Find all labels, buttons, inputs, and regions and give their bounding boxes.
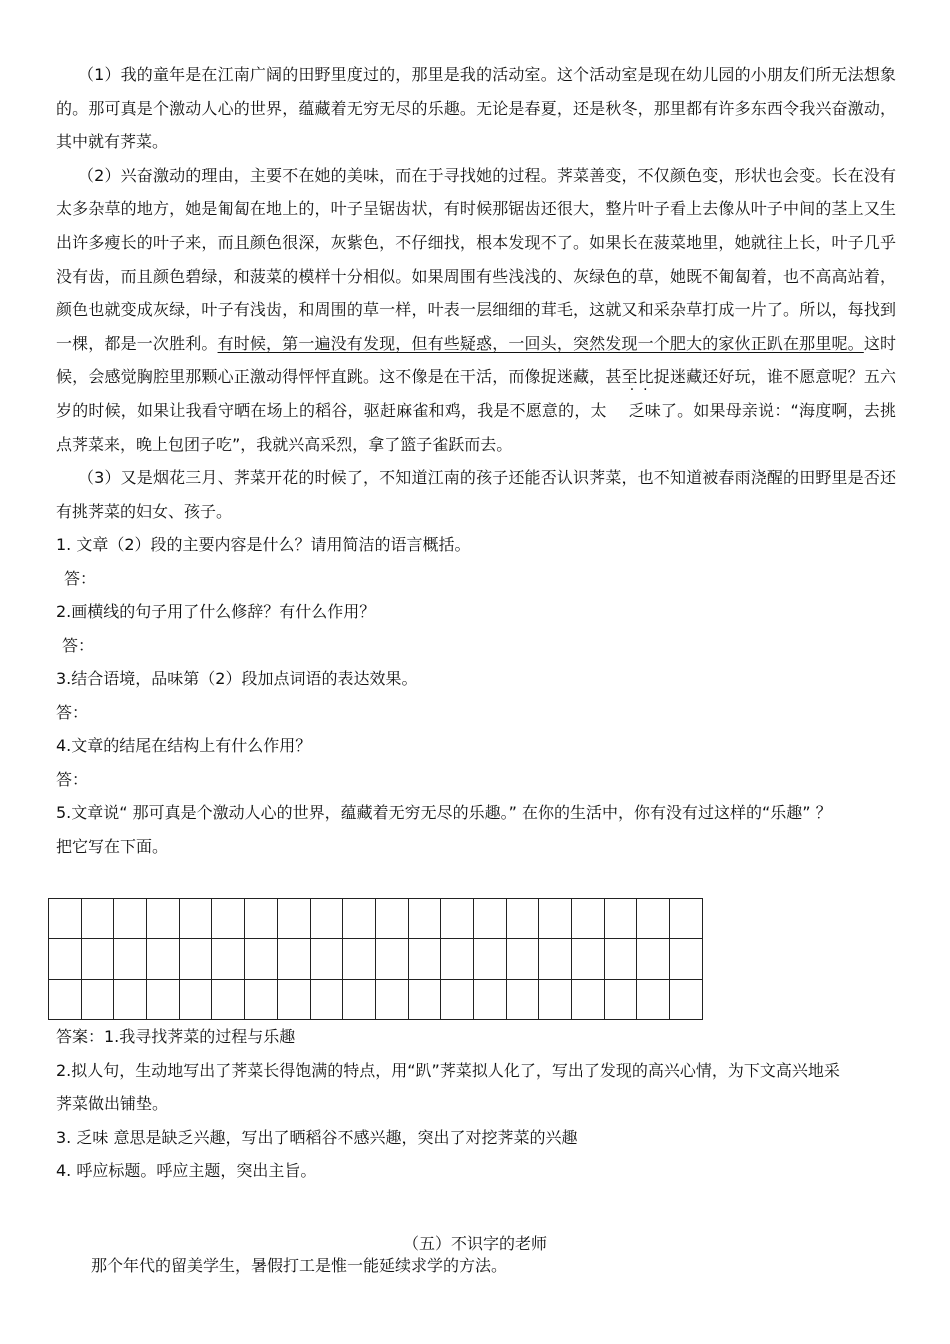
underlined-sentence: 有时候，第一遍没有发现，但有些疑惑，一回头，突然发现一个肥大的家伙正趴在那里呢。 [217,333,864,353]
passage [56,58,896,863]
grid-cell[interactable] [473,939,506,979]
grid-cell[interactable] [277,899,310,939]
paragraph-1: （1）我的童年是在江南广阔的田野里度过的，那里是我的活动室。这个活动室是现在幼儿园的小朋友们所无法想象的。那可真是个激动人心的世界，蕴藏着无穷无尽的乐趣。无论是春夏，还是秋冬，那里都有许多东西令我兴奋激动，其中就有荠菜。 [56,65,896,152]
grid-cell[interactable] [310,979,343,1019]
grid-cell[interactable] [375,939,408,979]
grid-cell[interactable] [539,979,572,1019]
grid-cell[interactable] [114,899,147,939]
grid-cell[interactable] [114,979,147,1019]
paragraph-2 [56,159,896,461]
grid-cell[interactable] [343,939,376,979]
writing-grid[interactable] [48,898,703,1020]
grid-cell[interactable] [212,939,245,979]
grid-cell[interactable] [49,979,82,1019]
paragraph-3: （3）又是烟花三月、荠菜开花的时候了，不知道江南的孩子还能否认识荠菜，也不知道被春雨浇醒的田野里是否还有挑荠菜的妇女、孩子。 [56,468,896,521]
grid-cell[interactable] [408,899,441,939]
paragraph-2-text-b: 这时候，会感觉胸腔里那颗心正激动得怦怦直跳。这不像是在干活，而像捉迷藏，甚至比捉迷藏还好玩，谁不愿意呢？五六岁的时候，如果让我看守晒在场上的稻谷，驱赶麻雀和鸡，我是不愿意的，太 [56,333,896,420]
grid-cell[interactable] [637,899,670,939]
grid-cell[interactable] [147,899,180,939]
grid-cell[interactable] [441,939,474,979]
grid-cell[interactable] [245,939,278,979]
grid-cell[interactable] [81,899,114,939]
grid-cell[interactable] [114,939,147,979]
grid-cell[interactable] [408,939,441,979]
grid-cell[interactable] [604,899,637,939]
grid-cell[interactable] [572,979,605,1019]
grid-cell[interactable] [473,979,506,1019]
section-title: （五）不识字的老师 [402,1234,547,1253]
grid-cell[interactable] [506,979,539,1019]
dotted-word: · · 乏味 [607,394,661,428]
grid-cell[interactable] [245,979,278,1019]
grid-cell[interactable] [147,939,180,979]
grid-cell[interactable] [506,899,539,939]
grid-cell[interactable] [408,979,441,1019]
question-5-line-1: 5.文章说“ 那可真是个激动人心的世界，蕴藏着无穷无尽的乐趣。” 在你的生活中，你有没有过这样的“乐趣” ？ [56,803,832,823]
grid-cell[interactable] [441,979,474,1019]
grid-row [49,899,703,939]
question-1: 1. 文章（2）段的主要内容是什么？请用简洁的语言概括。 [56,535,471,555]
grid-cell[interactable] [212,979,245,1019]
grid-cell[interactable] [637,979,670,1019]
grid-cell[interactable] [277,979,310,1019]
question-3: 3.结合语境，品味第（2）段加点词语的表达效果。 [56,669,418,689]
grid-cell[interactable] [670,939,703,979]
question-5-line-2: 把它写在下面。 [56,836,169,856]
answer-slot-4: 答： [56,769,89,789]
question-4: 4.文章的结尾在结构上有什么作用？ [56,736,312,756]
grid-cell[interactable] [343,979,376,1019]
grid-cell[interactable] [473,899,506,939]
grid-cell[interactable] [604,979,637,1019]
grid-cell[interactable] [81,939,114,979]
answer-key-1: 答案：1.我寻找荠菜的过程与乐趣 [56,1027,296,1046]
grid-cell[interactable] [637,939,670,979]
answer-slot-2: 答： [62,635,95,655]
grid-cell[interactable] [375,979,408,1019]
grid-cell[interactable] [147,979,180,1019]
grid-cell[interactable] [81,979,114,1019]
answer-key-4: 4. 呼应标题。呼应主题，突出主旨。 [56,1161,317,1180]
paragraph-2-text-a: （2）兴奋激动的理由，主要不在她的美味，而在于寻找她的过程。荠菜善变，不仅颜色变，形状也会变。长在没有太多杂草的地方，她是匍匐在地上的，叶子呈锯齿状，有时候那锯齿还很大，整片叶子看上去像从叶子中间的茎上又生出许多瘦长的叶子来，而且颜色很深，灰紫色，不仔细找，根本发现不了。如果长在菠菜地里，她就往上长，叶子几乎没有齿，而且颜色碧绿，和菠菜的模样十分相似。如果周围有些浅浅的、灰绿色的草，她既不匍匐着，也不高高站着，颜色也就变成灰绿，叶子有浅齿，和周围的草一样，叶表一层细细的茸毛，这就又和采杂草打成一片了。所以，每找到一棵，都是一次胜利。 [56,165,896,353]
grid-cell[interactable] [375,899,408,939]
grid-cell[interactable] [310,939,343,979]
answer-key-3: 3. 乏味 意思是缺乏兴趣，写出了晒稻谷不感兴趣，突出了对挖荠菜的兴趣 [56,1127,578,1147]
grid-cell[interactable] [179,939,212,979]
grid-cell[interactable] [245,899,278,939]
grid-cell[interactable] [441,899,474,939]
grid-cell[interactable] [539,899,572,939]
grid-cell[interactable] [49,939,82,979]
answer-key-2-line-2: 荠菜做出铺垫。 [56,1094,169,1113]
answer-key [56,1020,906,1188]
answer-key-2-line-1: 2.拟人句，生动地写出了荠菜长得饱满的特点，用“趴”荠菜拟人化了，写出了发现的高兴心情，为下文高兴地采 [56,1060,840,1080]
question-2: 2.画横线的句子用了什么修辞？有什么作用？ [56,602,376,622]
grid-cell[interactable] [179,979,212,1019]
grid-cell[interactable] [604,939,637,979]
grid-cell[interactable] [212,899,245,939]
answer-slot-3: 答： [56,702,89,722]
grid-row [49,979,703,1019]
grid-cell[interactable] [670,979,703,1019]
paragraph-2-text-c: 了。如果母亲说：“海度啊，去挑点荠菜来，晚上包团子吃”，我就兴高采烈，拿了篮子雀跃而去。 [56,400,896,454]
grid-cell[interactable] [506,939,539,979]
grid-cell[interactable] [277,939,310,979]
answer-slot-1: 答： [64,568,97,588]
grid-cell[interactable] [670,899,703,939]
grid-cell[interactable] [572,899,605,939]
grid-cell[interactable] [310,899,343,939]
grid-cell[interactable] [179,899,212,939]
grid-row [49,939,703,979]
grid-cell[interactable] [539,939,572,979]
grid-cell[interactable] [49,899,82,939]
grid-cell[interactable] [572,939,605,979]
grid-cell[interactable] [343,899,376,939]
section-first-line: 那个年代的留美学生，暑假打工是惟一能延续求学的方法。 [91,1256,508,1275]
